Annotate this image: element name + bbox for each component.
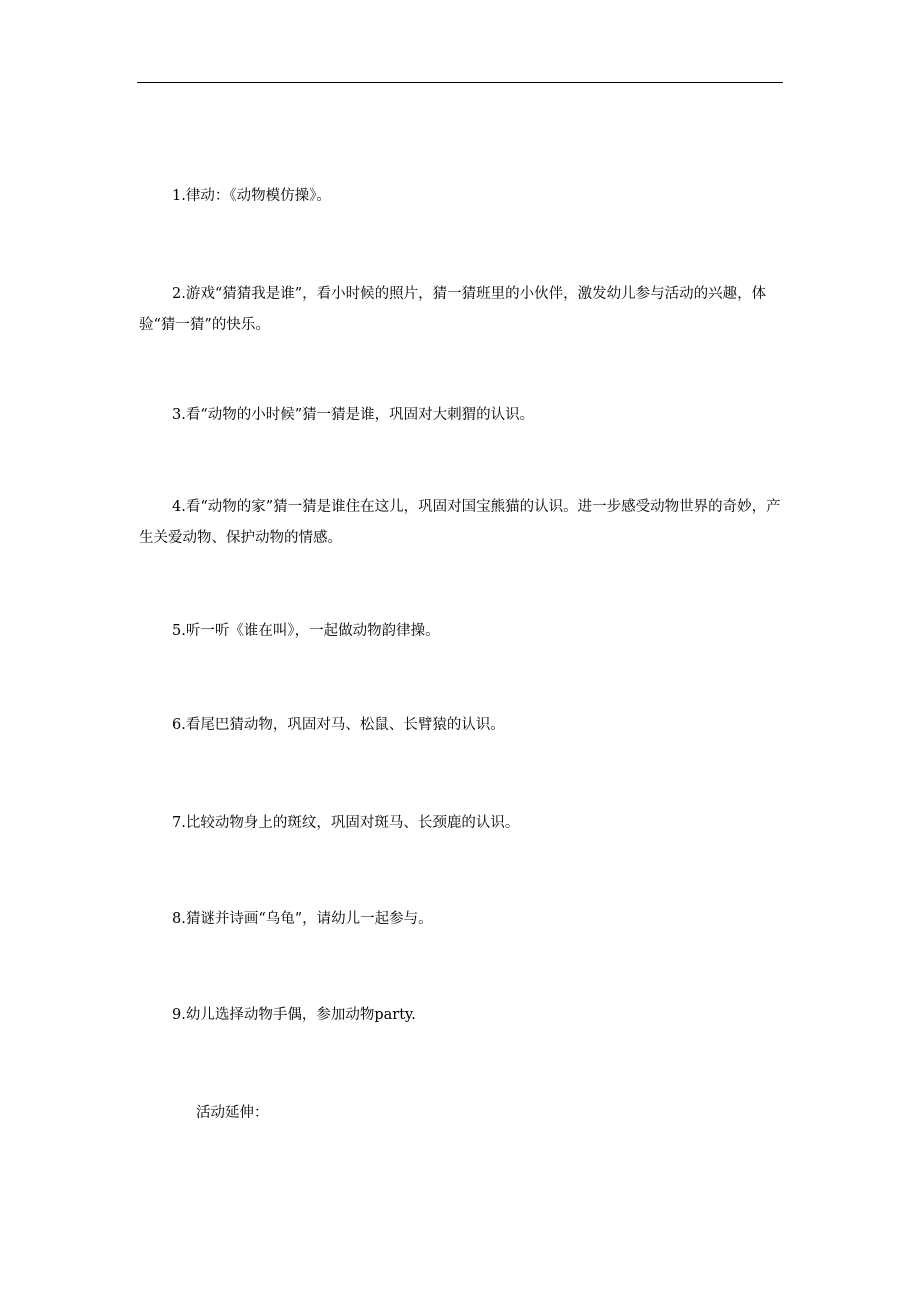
list-item: 6.看尾巴猜动物，巩固对马、松鼠、长臂猿的认识。: [172, 717, 505, 733]
list-item: 5.听一听《谁在叫》，一起做动物韵律操。: [172, 623, 440, 639]
list-item: 4.看“动物的家”猜一猜是谁住在这儿，巩固对国宝熊猫的认识。进一步感受动物世界的奇妙，产生关爱动物、保护动物的情感。: [139, 499, 781, 546]
section-heading-extension: 活动延伸：: [196, 1105, 269, 1121]
list-item: 2.游戏“猜猜我是谁”，看小时候的照片，猜一猜班里的小伙伴，激发幼儿参与活动的兴趣，体验“猜一猜”的快乐。: [139, 286, 767, 333]
list-item: 9.幼儿选择动物手偶，参加动物party.: [172, 1007, 416, 1023]
list-item: 3.看“动物的小时候”猜一猜是谁，巩固对大刺猬的认识。: [172, 407, 535, 423]
list-item: 1.律动：《动物模仿操》。: [172, 188, 331, 204]
header-rule: [137, 82, 783, 83]
list-item: 8.猜谜并诗画“乌龟”，请幼儿一起参与。: [172, 911, 433, 927]
list-item: 7.比较动物身上的斑纹，巩固对斑马、长颈鹿的认识。: [172, 815, 520, 831]
